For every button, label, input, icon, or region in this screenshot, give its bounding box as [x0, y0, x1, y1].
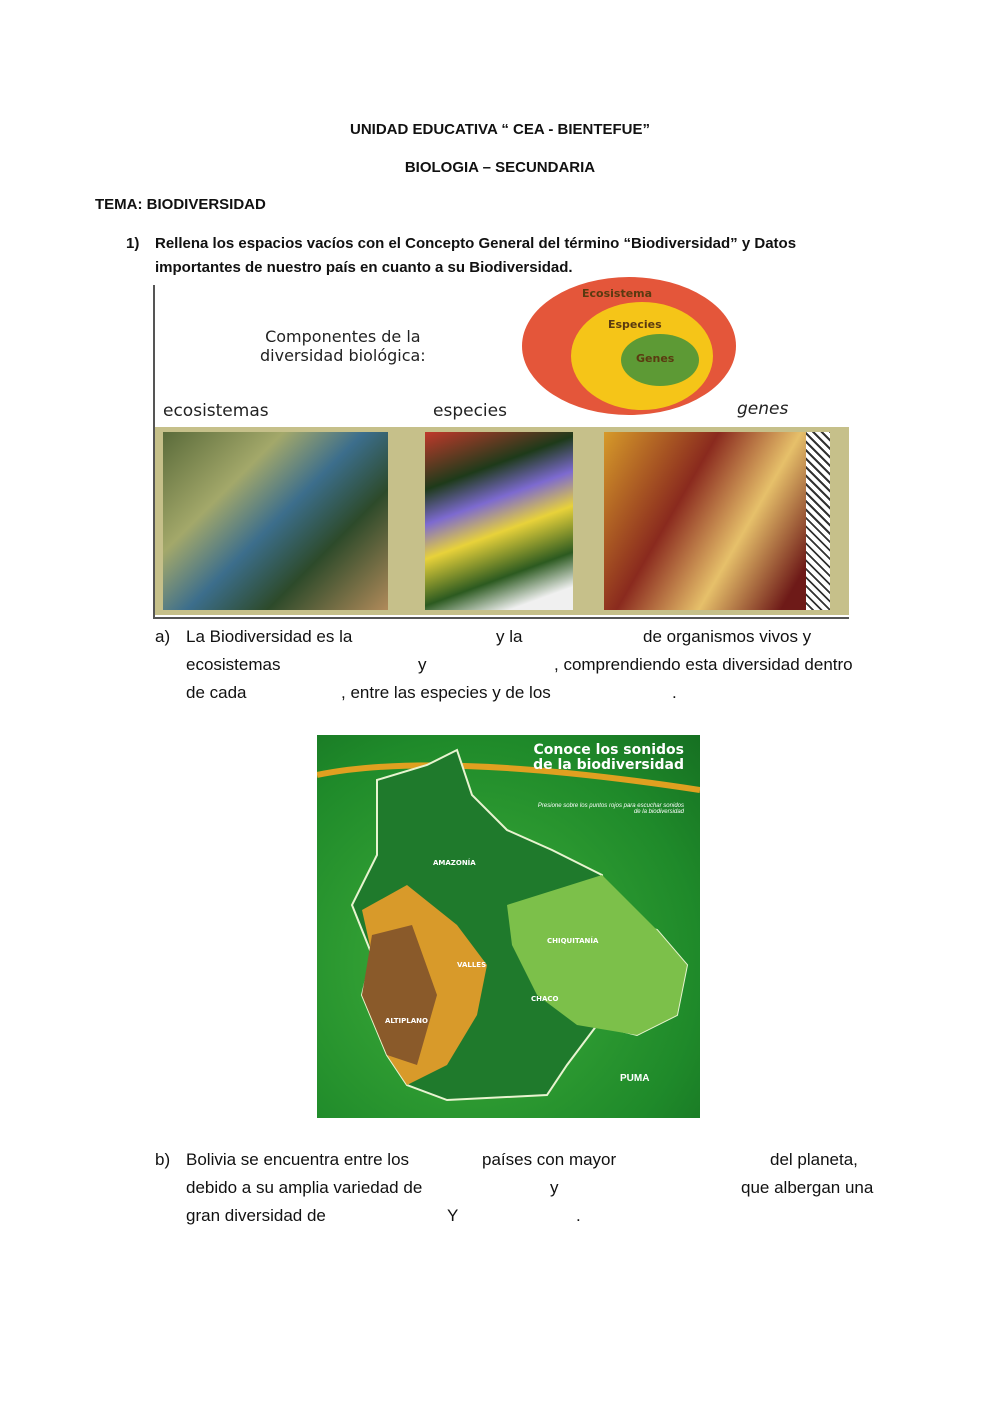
region-chaco[interactable]: CHACO [531, 995, 559, 1003]
ecosystems-label: ecosistemas [163, 401, 269, 421]
region-altiplano[interactable]: ALTIPLANO [385, 1017, 428, 1025]
subject-title: BIOLOGIA – SECUNDARIA [404, 159, 596, 176]
dna-helix-icon [806, 432, 830, 610]
puma-logo: PUMA [620, 1073, 650, 1084]
bolivia-map-shape [317, 735, 700, 1118]
region-valles[interactable]: VALLES [457, 961, 487, 969]
question-text-line2: importantes de nuestro país en cuanto a su Biodiversidad. [155, 259, 573, 276]
part-a-marker: a) [155, 627, 171, 646]
species-circle-label: Especies [608, 318, 662, 331]
part-a-text: y la [496, 627, 523, 646]
map-instruction: Presione sobre los puntos rojos para escuchar sonidos de la biodiversidad [537, 803, 684, 815]
part-b-text: y [550, 1178, 559, 1197]
diagram-title-line2: diversidad biológica: [260, 346, 426, 365]
ecosystems-photo [163, 432, 388, 610]
part-b-text: Y [447, 1206, 459, 1225]
species-label: especies [433, 401, 507, 421]
genes-circle-label: Genes [636, 352, 675, 365]
part-b-text: debido a su amplia variedad de [186, 1178, 423, 1197]
part-b-marker: b) [155, 1150, 171, 1169]
part-a-text: La Biodiversidad es la [186, 627, 353, 646]
part-a-text: de cada [186, 683, 247, 702]
part-b-text: Bolivia se encuentra entre los [186, 1150, 410, 1169]
genes-label: genes [737, 399, 789, 419]
ecosystem-circle-label: Ecosistema [582, 287, 653, 300]
species-flowers-photo [425, 432, 573, 610]
diagram-title-line1: Componentes de la [265, 327, 421, 346]
part-b-text: del planeta, [770, 1150, 858, 1169]
biodiversity-components-diagram [153, 285, 849, 619]
part-a-text: , entre las especies y de los [341, 683, 551, 702]
photo-strip [155, 427, 849, 615]
topic-title: TEMA: BIODIVERSIDAD [95, 196, 266, 213]
part-b-text: que albergan una [741, 1178, 874, 1197]
bolivia-biodiversity-map [317, 735, 700, 1118]
diagram-title [260, 327, 426, 365]
part-a-text: de organismos vivos y [643, 627, 812, 646]
map-title-line2: de la biodiversidad [533, 757, 684, 773]
map-title-line1: Conoce los sonidos [533, 742, 684, 758]
part-a-text: , comprendiendo esta diversidad dentro [554, 655, 853, 674]
map-title [533, 743, 684, 773]
part-b-text: países con mayor [482, 1150, 617, 1169]
part-a-text: . [672, 683, 677, 702]
part-b-text: gran diversidad de [186, 1206, 326, 1225]
question-number: 1) [126, 235, 140, 252]
part-b-text: . [576, 1206, 581, 1225]
part-a-text: y [418, 655, 427, 674]
region-amazonia[interactable]: AMAZONÍA [433, 859, 476, 867]
genes-corn-photo [604, 432, 830, 610]
region-chiquitania[interactable]: CHIQUITANÍA [547, 937, 599, 945]
part-a-text: ecosistemas [186, 655, 281, 674]
school-title: UNIDAD EDUCATIVA “ CEA - BIENTEFUE” [350, 121, 650, 138]
question-text-line1: Rellena los espacios vacíos con el Concepto General del término “Biodiversidad” y Datos [155, 235, 797, 252]
